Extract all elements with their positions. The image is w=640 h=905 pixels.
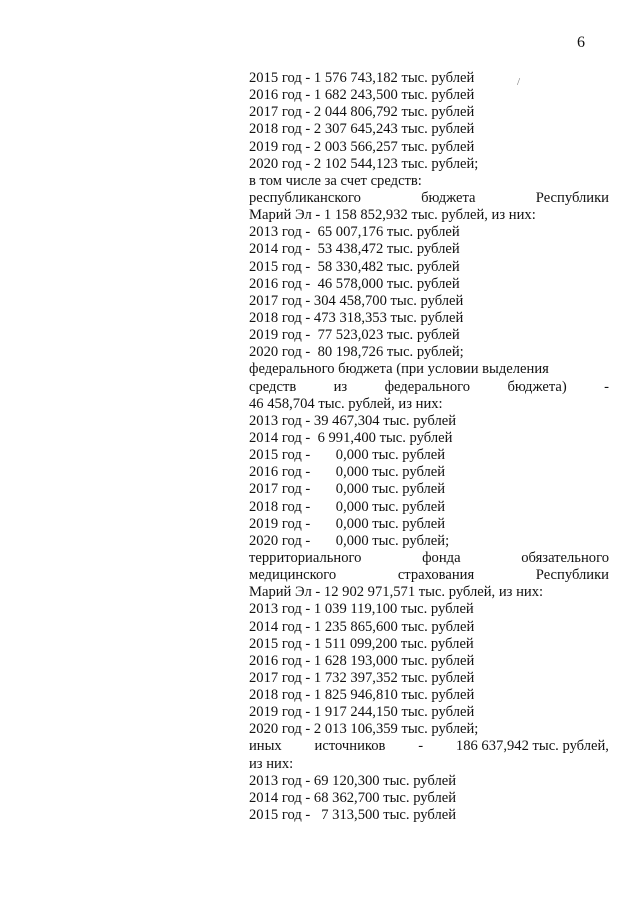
line-word: бюджета (421, 189, 476, 206)
document-body (249, 70, 609, 824)
line-word: из (333, 378, 348, 395)
line-word: - (604, 378, 609, 395)
text-line: 2020 год - 0,000 тыс. рублей; (249, 532, 450, 549)
text-line: 2019 год - 77 523,023 тыс. рублей (249, 327, 460, 344)
text-line: 2020 год - 2 013 106,359 тыс. рублей; (249, 721, 479, 738)
line-word: средств (249, 378, 297, 395)
text-line: 2016 год - 1 628 193,000 тыс. рублей (249, 652, 475, 669)
text-line: 2015 год - 7 313,500 тыс. рублей (249, 807, 457, 824)
text-line: 2015 год - 1 576 743,182 тыс. рублей (249, 70, 475, 86)
text-line: 2017 год - 0,000 тыс. рублей (249, 481, 446, 498)
text-line: из них: (249, 755, 294, 772)
text-line: 2016 год - 46 578,000 тыс. рублей (249, 275, 460, 292)
text-line: 2014 год - 68 362,700 тыс. рублей (249, 789, 457, 806)
line-word: страхования (397, 567, 475, 584)
text-line: 2014 год - 1 235 865,600 тыс. рублей (249, 618, 475, 635)
text-line: 2018 год - 2 307 645,243 тыс. рублей (249, 121, 475, 138)
text-line: 2019 год - 2 003 566,257 тыс. рублей (249, 138, 475, 155)
text-line: 2016 год - 1 682 243,500 тыс. рублей (249, 87, 475, 104)
text-line: 2018 год - 473 318,353 тыс. рублей (249, 309, 464, 326)
text-line: 2014 год - 53 438,472 тыс. рублей (249, 241, 460, 258)
text-line: 2013 год - 1 039 119,100 тыс. рублей (249, 601, 474, 618)
line-word: территориального (249, 549, 362, 566)
text-line: 46 458,704 тыс. рублей, из них: (249, 395, 443, 412)
justified-line (249, 550, 609, 567)
line-word: обязательного (521, 549, 609, 566)
line-word: бюджета) (507, 378, 567, 395)
justified-line (249, 738, 609, 755)
line-word: Республики (535, 189, 609, 206)
page-number: 6 (577, 34, 585, 51)
justified-line (249, 190, 609, 207)
text-line: 2015 год - 0,000 тыс. рублей (249, 447, 446, 464)
text-line: 2020 год - 80 198,726 тыс. рублей; (249, 344, 464, 361)
text-line: федерального бюджета (при условии выделения (249, 361, 549, 378)
text-line: 2020 год - 2 102 544,123 тыс. рублей; (249, 155, 479, 172)
text-line: Марий Эл - 12 902 971,571 тыс. рублей, из них: (249, 584, 544, 601)
line-word: иных (249, 738, 282, 755)
justified-line (249, 567, 609, 584)
line-word: - (418, 738, 424, 755)
text-line: 2013 год - 39 467,304 тыс. рублей (249, 412, 457, 429)
text-line: 2013 год - 65 007,176 тыс. рублей (249, 224, 460, 241)
text-line: 2019 год - 1 917 244,150 тыс. рублей (249, 704, 475, 721)
text-line: Марий Эл - 1 158 852,932 тыс. рублей, из них: (249, 207, 536, 224)
line-word: федерального (384, 378, 471, 395)
text-line: 2013 год - 69 120,300 тыс. рублей (249, 772, 457, 789)
scan-mark: / (517, 76, 521, 88)
text-line: 2017 год - 2 044 806,792 тыс. рублей (249, 104, 475, 121)
text-line: 2016 год - 0,000 тыс. рублей (249, 464, 446, 481)
text-line: 2014 год - 6 991,400 тыс. рублей (249, 429, 453, 446)
line-word: медицинского (249, 567, 337, 584)
text-line: 2015 год - 1 511 099,200 тыс. рублей (249, 635, 474, 652)
text-line: 2017 год - 1 732 397,352 тыс. рублей (249, 669, 475, 686)
text-line: 2015 год - 58 330,482 тыс. рублей (249, 258, 460, 275)
line-word: фонда (422, 549, 461, 566)
text-line: 2019 год - 0,000 тыс. рублей (249, 515, 446, 532)
justified-line (249, 379, 609, 396)
text-line: 2018 год - 0,000 тыс. рублей (249, 498, 446, 515)
line-word: Республики (535, 567, 609, 584)
line-word: источников (314, 738, 386, 755)
text-line: 2018 год - 1 825 946,810 тыс. рублей (249, 687, 475, 704)
line-word: республиканского (249, 189, 361, 206)
text-line: 2017 год - 304 458,700 тыс. рублей (249, 292, 464, 309)
line-word: 186 637,942 тыс. рублей, (455, 738, 609, 755)
text-line: в том числе за счет средств: (249, 172, 422, 189)
